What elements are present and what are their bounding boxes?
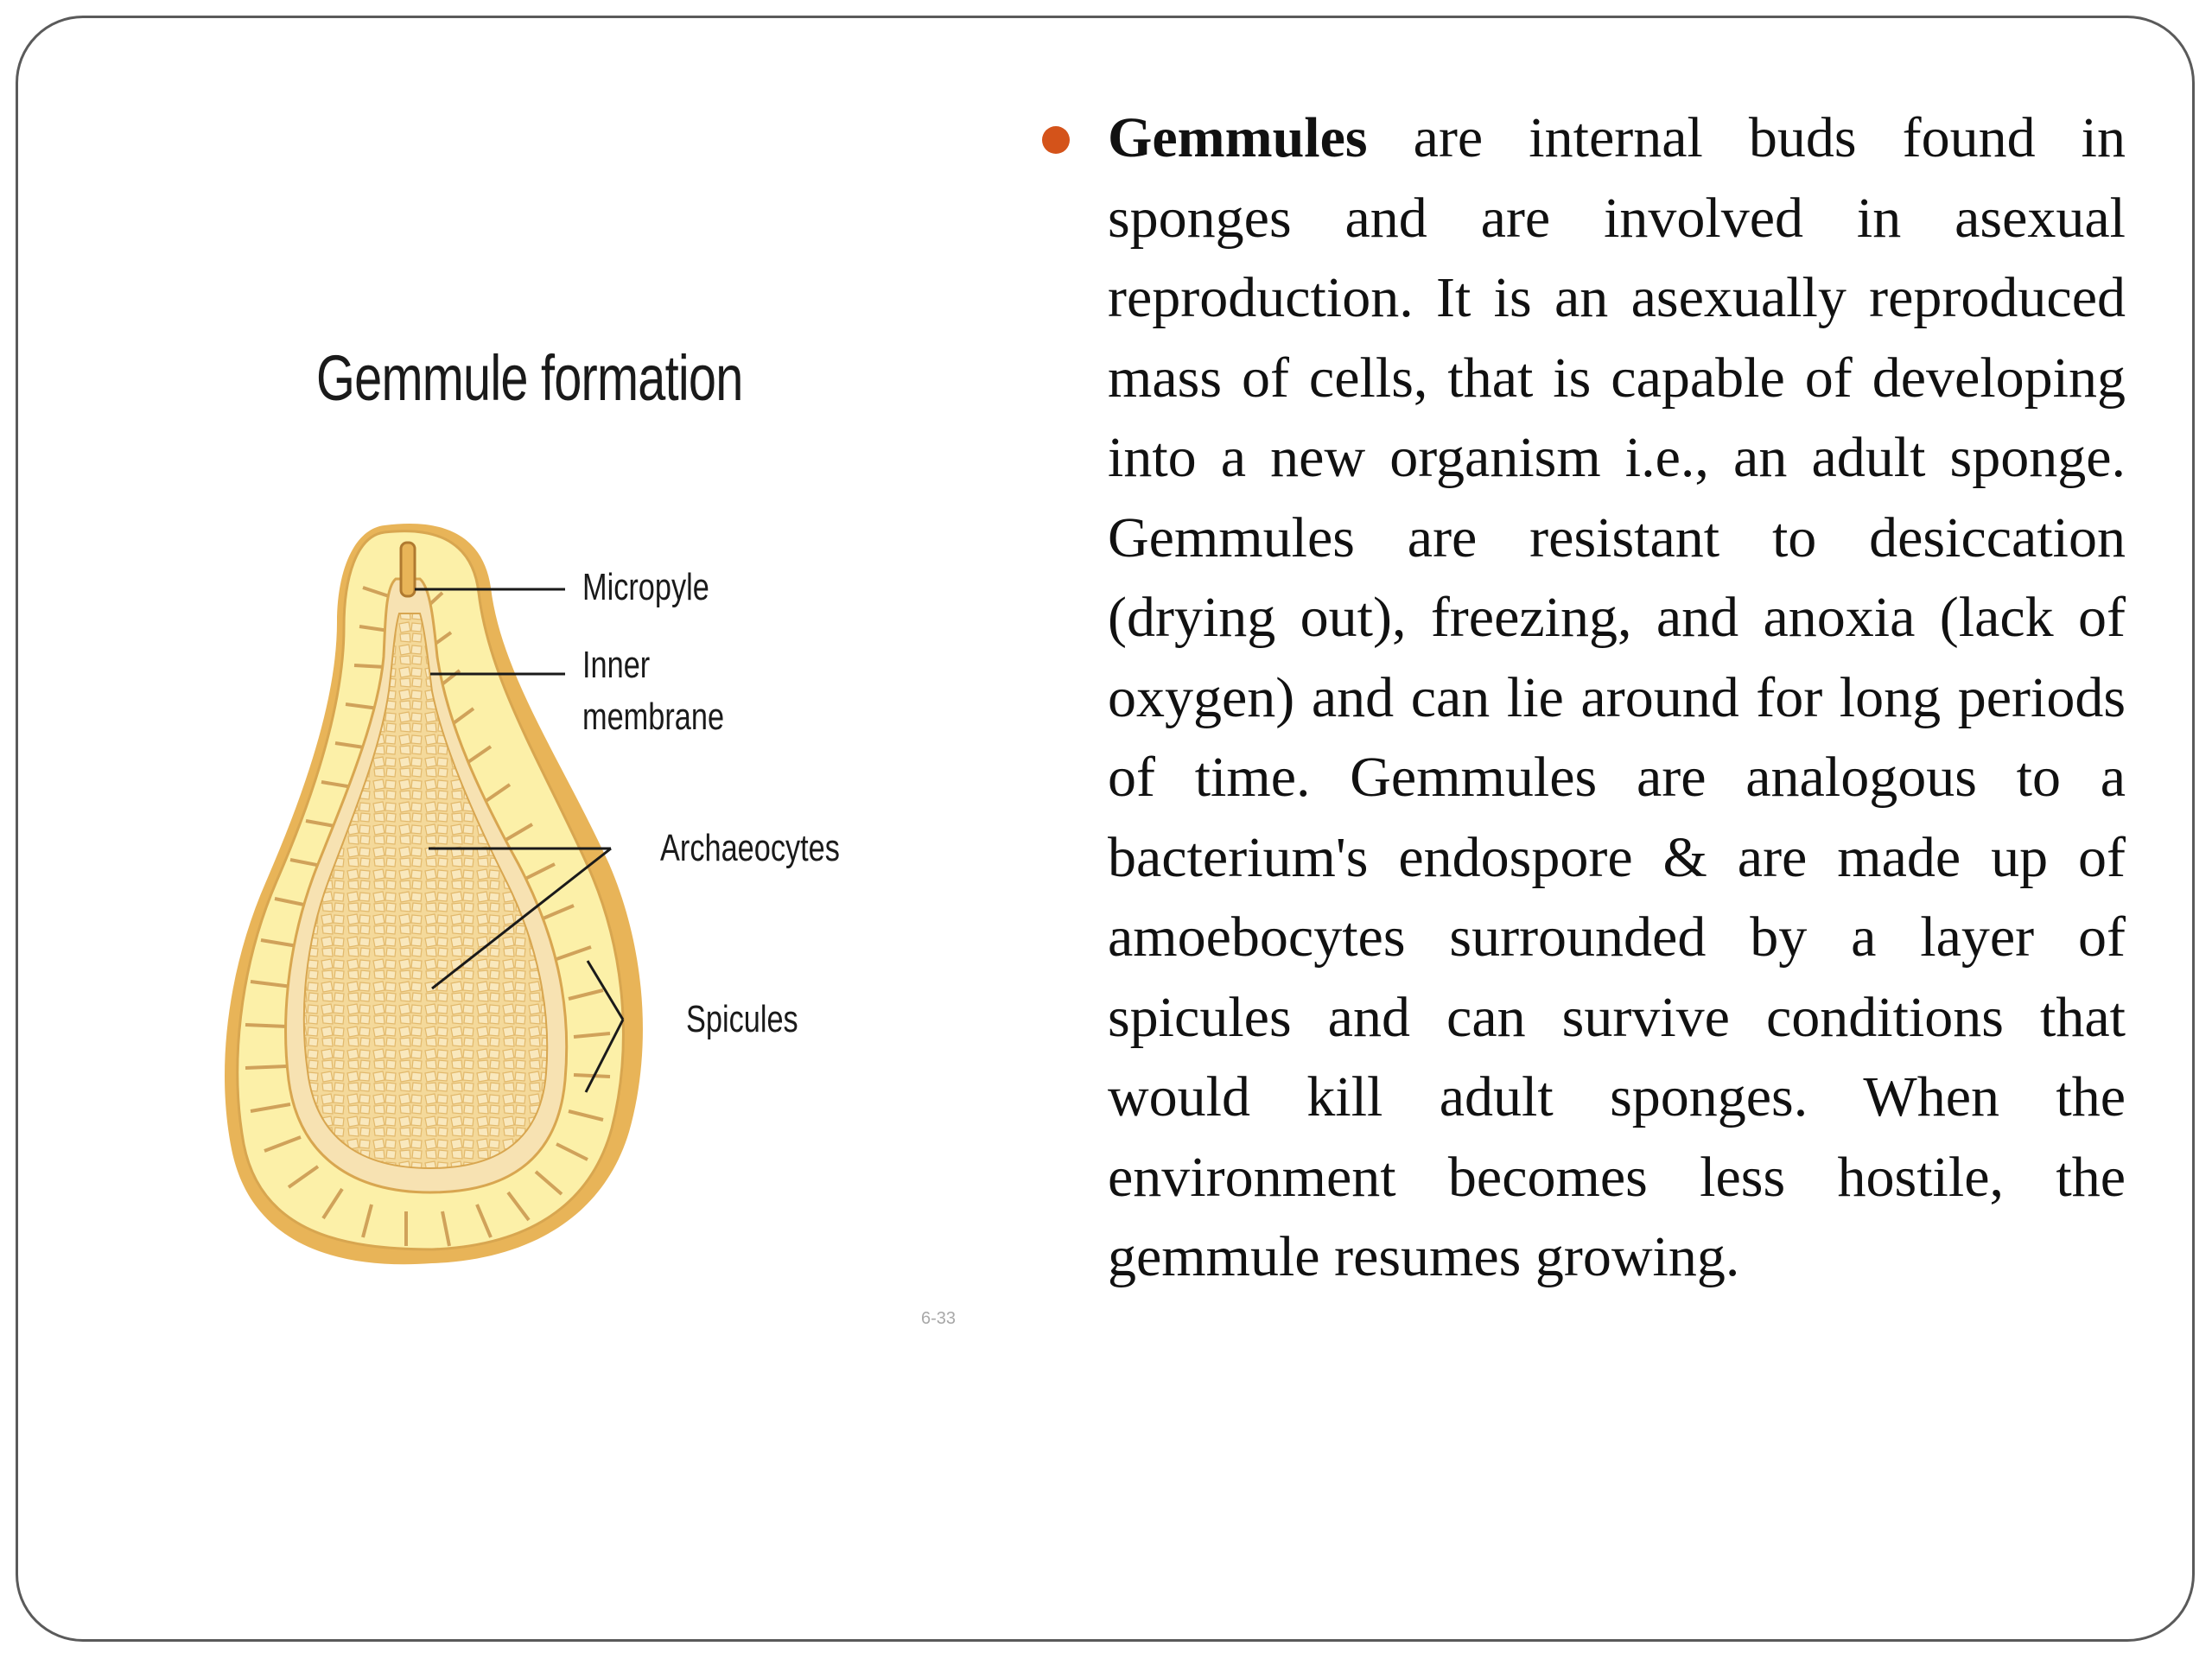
gemmule-illustration [216, 328, 994, 1348]
text-block [1108, 99, 2126, 1298]
figure-title: Gemmule formation [316, 342, 743, 414]
bullet-paragraph [1108, 99, 2126, 1298]
label-micropyle: Micropyle [582, 566, 709, 608]
micropyle-shape [401, 543, 415, 596]
bullet-text: are internal buds found in sponges and are involved in asexual reproduction. It is an asexually reproduced mass of cells, that is capable of developing into a new organism i.e., an adult sponge. Gemmules are resistant to desiccation (drying out), freezing, and anoxia (lack of oxygen) and can lie around for long periods of time. Gemmules are analogous to a bacterium's endospore & are made up of amoebocytes surrounded by a layer of spicules and can survive conditions that would kill adult sponges. When the environment becomes less hostile, the gemmule resumes growing. [1108, 106, 2126, 1288]
label-inner-membrane-line1: Inner [582, 644, 651, 686]
label-archaeocytes: Archaeocytes [660, 827, 840, 869]
label-spicules: Spicules [686, 998, 798, 1040]
lead-term: Gemmules [1108, 106, 1368, 169]
label-inner-membrane-line2: membrane [582, 696, 725, 738]
gemmule-diagram [216, 328, 994, 1348]
bullet-dot [1042, 126, 1070, 154]
figure-id: 6-33 [921, 1309, 957, 1328]
